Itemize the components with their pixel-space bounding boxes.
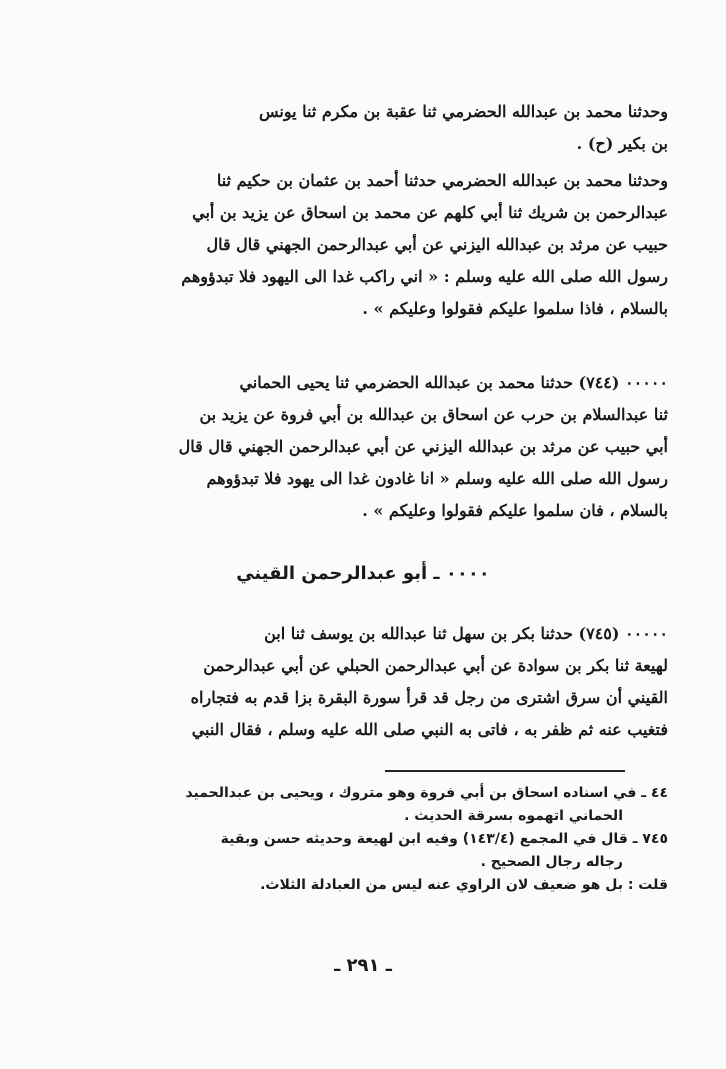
text-line: القيني أن سرق اشترى من رجل قد قرأ سورة البقرة بزا قدم به فتجاراه (190, 688, 668, 707)
text-line: فتغيب عنه ثم ظفر به ، فاتى به النبي صلى الله عليه وسلم ، فقال النبي (191, 720, 668, 739)
text-line: ثنا عبدالسلام بن حرب عن اسحاق بن عبدالله بن أبي فروة عن يزيد بن (199, 405, 668, 424)
text-line: وحدثنا محمد بن عبدالله الحضرمي حدثنا أحمد بن عثمان بن حكيم ثنا (216, 171, 668, 190)
footnote-line: قلت : بل هو ضعيف لان الراوي عنه ليس من العبادلة الثلاث. (260, 877, 668, 893)
text-line: بن بكير (ح) . (576, 134, 668, 153)
text-line: ٠٠٠٠٠ (٧٤٤) حدثنا محمد بن عبدالله الحضرمي ثنا يحيى الحماني (239, 373, 668, 392)
text-line: بالسلام ، فاذا سلموا عليكم فقولوا وعليكم » . (362, 299, 668, 318)
footnote-line: ٧٤٥ ـ قال في المجمع (١٤٣/٤) وفيه ابن لهيعة وحديثه حسن وبقية (220, 831, 668, 847)
page-number: ـ ٢٩١ ـ (334, 955, 392, 976)
footnote-line: ٤٤ ـ في اسناده اسحاق بن أبي فروة وهو متروك ، ويحيى بن عبدالحميد (185, 785, 668, 801)
text-line: رسول الله صلى الله عليه وسلم : « اني راكب غدا الى اليهود فلا تبدؤوهم (181, 267, 668, 286)
text-line: أبي حبيب عن مرثد بن عبدالله اليزني عن أبي عبدالرحمن الجهني قال قال (178, 437, 668, 456)
text-line: وحدثنا محمد بن عبدالله الحضرمي ثنا عقبة بن مكرم ثنا يونس (259, 102, 668, 121)
text-line: ٠٠٠٠٠ (٧٤٥) حدثنا بكر بن سهل ثنا عبدالله بن يوسف ثنا ابن (264, 624, 668, 643)
footnote-line: الحماني اتهموه بسرقة الحديث . (404, 808, 623, 824)
footnote-divider (385, 770, 625, 772)
footnote-line: رجاله رجال الصحيح . (480, 854, 623, 870)
paragraph-isnad-1 (60, 96, 668, 160)
text-line: رسول الله صلى الله عليه وسلم « انا غادون غدا الى يهود فلا تبدؤوهم (206, 469, 668, 488)
text-line: حبيب عن مرثد بن عبدالله اليزني عن أبي عبدالرحمن الجهني قال قال (206, 235, 668, 254)
section-heading: ٠٠٠٠ ـ أبو عبدالرحمن القيني (236, 563, 490, 584)
text-line: بالسلام ، فان سلموا عليكم فقولوا وعليكم » . (362, 501, 668, 520)
footnotes (80, 782, 668, 897)
text-line: لهيعة ثنا بكر بن سوادة عن أبي عبدالرحمن الحبلي عن أبي عبدالرحمن (203, 656, 668, 675)
paragraph-hadith-743 (60, 165, 668, 325)
paragraph-hadith-745 (60, 618, 668, 746)
paragraph-hadith-744 (60, 367, 668, 527)
text-line: عبدالرحمن بن شريك ثنا أبي كلهم عن محمد بن اسحاق عن يزيد بن أبي (192, 203, 668, 222)
